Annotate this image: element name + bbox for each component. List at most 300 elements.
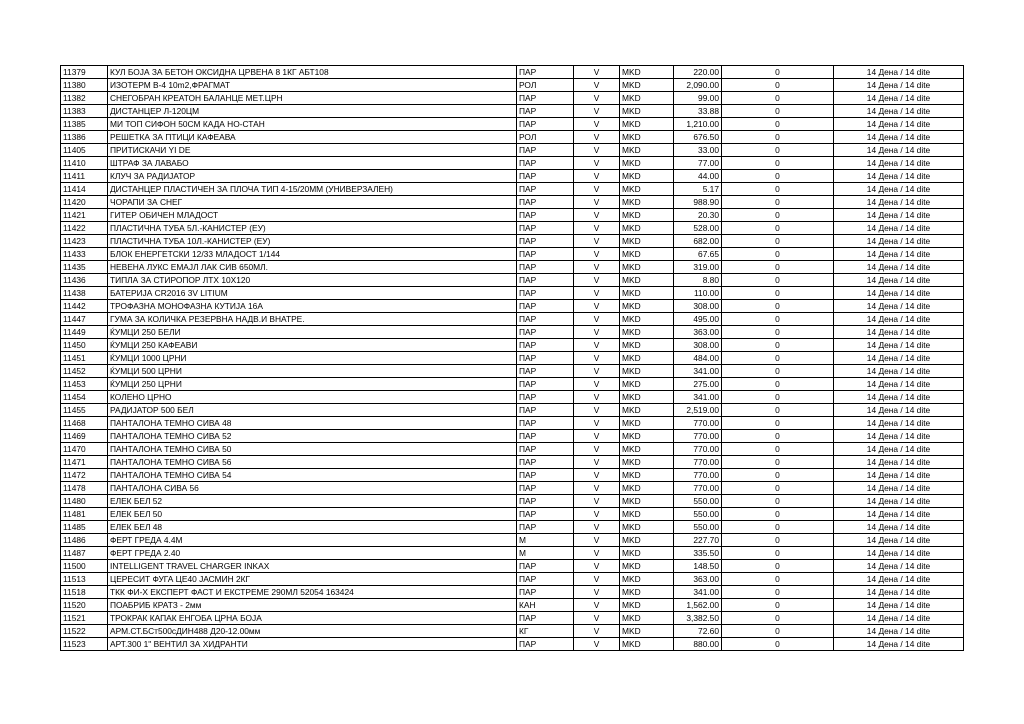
- item-code-cell: 11380: [61, 79, 108, 92]
- table-row: [61, 599, 964, 612]
- quantity-cell: 0: [722, 443, 834, 456]
- item-name-cell: РЕШЕТКА ЗА ПТИЦИ КАФЕАВА: [108, 131, 517, 144]
- quantity-cell: 0: [722, 547, 834, 560]
- price-cell: 770.00: [674, 443, 722, 456]
- table-row: [61, 222, 964, 235]
- unit-cell: ПАР: [517, 404, 574, 417]
- quantity-cell: 0: [722, 209, 834, 222]
- price-cell: 770.00: [674, 430, 722, 443]
- item-code-cell: 11382: [61, 92, 108, 105]
- table-row: [61, 352, 964, 365]
- quantity-cell: 0: [722, 404, 834, 417]
- price-cell: 99.00: [674, 92, 722, 105]
- v-flag-cell: V: [574, 105, 620, 118]
- delivery-term-cell: 14 Дена / 14 dite: [834, 521, 964, 534]
- quantity-cell: 0: [722, 157, 834, 170]
- unit-cell: ПАР: [517, 66, 574, 79]
- unit-cell: КАН: [517, 599, 574, 612]
- currency-cell: MKD: [620, 287, 674, 300]
- delivery-term-cell: 14 Дена / 14 dite: [834, 274, 964, 287]
- item-code-cell: 11480: [61, 495, 108, 508]
- unit-cell: ПАР: [517, 482, 574, 495]
- item-code-cell: 11379: [61, 66, 108, 79]
- price-table: [60, 65, 964, 651]
- v-flag-cell: V: [574, 404, 620, 417]
- v-flag-cell: V: [574, 248, 620, 261]
- currency-cell: MKD: [620, 248, 674, 261]
- price-cell: 550.00: [674, 508, 722, 521]
- currency-cell: MKD: [620, 508, 674, 521]
- delivery-term-cell: 14 Дена / 14 dite: [834, 612, 964, 625]
- currency-cell: MKD: [620, 391, 674, 404]
- item-name-cell: ПАНТАЛОНА ТЕМНО СИВА 56: [108, 456, 517, 469]
- item-code-cell: 11500: [61, 560, 108, 573]
- item-code-cell: 11454: [61, 391, 108, 404]
- quantity-cell: 0: [722, 79, 834, 92]
- item-name-cell: ТИПЛА ЗА СТИРОПОР ЛТХ 10Х120: [108, 274, 517, 287]
- quantity-cell: 0: [722, 391, 834, 404]
- quantity-cell: 0: [722, 274, 834, 287]
- unit-cell: ПАР: [517, 586, 574, 599]
- item-name-cell: ФЕРТ ГРЕДА 2.40: [108, 547, 517, 560]
- price-cell: 341.00: [674, 391, 722, 404]
- currency-cell: MKD: [620, 79, 674, 92]
- item-code-cell: 11471: [61, 456, 108, 469]
- unit-cell: ПАР: [517, 365, 574, 378]
- item-name-cell: ПАНТАЛОНА ТЕМНО СИВА 52: [108, 430, 517, 443]
- table-row: [61, 508, 964, 521]
- quantity-cell: 0: [722, 352, 834, 365]
- currency-cell: MKD: [620, 209, 674, 222]
- table-row: [61, 300, 964, 313]
- item-name-cell: ЌУМЦИ 250 БЕЛИ: [108, 326, 517, 339]
- delivery-term-cell: 14 Дена / 14 dite: [834, 170, 964, 183]
- table-row: [61, 326, 964, 339]
- item-code-cell: 11455: [61, 404, 108, 417]
- item-name-cell: АРТ.300 1" ВЕНТИЛ ЗА ХИДРАНТИ: [108, 638, 517, 651]
- unit-cell: ПАР: [517, 430, 574, 443]
- quantity-cell: 0: [722, 339, 834, 352]
- v-flag-cell: V: [574, 66, 620, 79]
- unit-cell: КГ: [517, 625, 574, 638]
- item-code-cell: 11451: [61, 352, 108, 365]
- table-row: [61, 365, 964, 378]
- delivery-term-cell: 14 Дена / 14 dite: [834, 222, 964, 235]
- item-name-cell: КОЛЕНО ЦРНО: [108, 391, 517, 404]
- item-name-cell: ГУМА ЗА КОЛИЧКА РЕЗЕРВНА НАДВ.И ВНАТРЕ.: [108, 313, 517, 326]
- delivery-term-cell: 14 Дена / 14 dite: [834, 547, 964, 560]
- v-flag-cell: V: [574, 170, 620, 183]
- delivery-term-cell: 14 Дена / 14 dite: [834, 183, 964, 196]
- item-name-cell: ШТРАФ ЗА ЛАВАБО: [108, 157, 517, 170]
- delivery-term-cell: 14 Дена / 14 dite: [834, 326, 964, 339]
- price-cell: 550.00: [674, 521, 722, 534]
- currency-cell: MKD: [620, 66, 674, 79]
- delivery-term-cell: 14 Дена / 14 dite: [834, 417, 964, 430]
- item-name-cell: ПАНТАЛОНА ТЕМНО СИВА 48: [108, 417, 517, 430]
- unit-cell: ПАР: [517, 313, 574, 326]
- price-cell: 67.65: [674, 248, 722, 261]
- price-cell: 3,382.50: [674, 612, 722, 625]
- item-code-cell: 11449: [61, 326, 108, 339]
- currency-cell: MKD: [620, 547, 674, 560]
- quantity-cell: 0: [722, 586, 834, 599]
- table-row: [61, 638, 964, 651]
- v-flag-cell: V: [574, 443, 620, 456]
- v-flag-cell: V: [574, 638, 620, 651]
- delivery-term-cell: 14 Дена / 14 dite: [834, 196, 964, 209]
- v-flag-cell: V: [574, 157, 620, 170]
- v-flag-cell: V: [574, 547, 620, 560]
- v-flag-cell: V: [574, 352, 620, 365]
- item-name-cell: БЛОК ЕНЕРГЕТСКИ 12/33 МЛАДОСТ 1/144: [108, 248, 517, 261]
- price-cell: 770.00: [674, 482, 722, 495]
- currency-cell: MKD: [620, 469, 674, 482]
- unit-cell: ПАР: [517, 248, 574, 261]
- delivery-term-cell: 14 Дена / 14 dite: [834, 469, 964, 482]
- item-code-cell: 11453: [61, 378, 108, 391]
- currency-cell: MKD: [620, 313, 674, 326]
- item-code-cell: 11521: [61, 612, 108, 625]
- item-name-cell: ПЛАСТИЧНА ТУБА 5Л.-КАНИСТЕР (ЕУ): [108, 222, 517, 235]
- item-code-cell: 11478: [61, 482, 108, 495]
- quantity-cell: 0: [722, 118, 834, 131]
- v-flag-cell: V: [574, 482, 620, 495]
- price-cell: 676.50: [674, 131, 722, 144]
- currency-cell: MKD: [620, 430, 674, 443]
- item-name-cell: ПРИТИСКАЧИ YI DE: [108, 144, 517, 157]
- v-flag-cell: V: [574, 300, 620, 313]
- currency-cell: MKD: [620, 183, 674, 196]
- currency-cell: MKD: [620, 274, 674, 287]
- delivery-term-cell: 14 Дена / 14 dite: [834, 261, 964, 274]
- quantity-cell: 0: [722, 508, 834, 521]
- quantity-cell: 0: [722, 560, 834, 573]
- delivery-term-cell: 14 Дена / 14 dite: [834, 495, 964, 508]
- v-flag-cell: V: [574, 339, 620, 352]
- currency-cell: MKD: [620, 92, 674, 105]
- unit-cell: ПАР: [517, 118, 574, 131]
- price-cell: 44.00: [674, 170, 722, 183]
- v-flag-cell: V: [574, 495, 620, 508]
- table-row: [61, 495, 964, 508]
- item-code-cell: 11520: [61, 599, 108, 612]
- item-code-cell: 11414: [61, 183, 108, 196]
- unit-cell: РОЛ: [517, 131, 574, 144]
- quantity-cell: 0: [722, 430, 834, 443]
- delivery-term-cell: 14 Дена / 14 dite: [834, 404, 964, 417]
- currency-cell: MKD: [620, 235, 674, 248]
- table-row: [61, 105, 964, 118]
- quantity-cell: 0: [722, 248, 834, 261]
- currency-cell: MKD: [620, 482, 674, 495]
- item-code-cell: 11442: [61, 300, 108, 313]
- item-name-cell: КЛУЧ ЗА РАДИЈАТОР: [108, 170, 517, 183]
- currency-cell: MKD: [620, 625, 674, 638]
- item-name-cell: ФЕРТ ГРЕДА 4.4М: [108, 534, 517, 547]
- item-code-cell: 11421: [61, 209, 108, 222]
- price-cell: 550.00: [674, 495, 722, 508]
- currency-cell: MKD: [620, 157, 674, 170]
- delivery-term-cell: 14 Дена / 14 dite: [834, 157, 964, 170]
- currency-cell: MKD: [620, 638, 674, 651]
- price-cell: 363.00: [674, 326, 722, 339]
- unit-cell: ПАР: [517, 157, 574, 170]
- table-row: [61, 547, 964, 560]
- currency-cell: MKD: [620, 417, 674, 430]
- item-name-cell: ТКК ФИ-Х ЕКСПЕРТ ФАСТ И ЕКСТРЕМЕ 290МЛ 52054 163424: [108, 586, 517, 599]
- unit-cell: ПАР: [517, 274, 574, 287]
- v-flag-cell: V: [574, 313, 620, 326]
- item-name-cell: ЕЛЕК БЕЛ 50: [108, 508, 517, 521]
- price-cell: 495.00: [674, 313, 722, 326]
- delivery-term-cell: 14 Дена / 14 dite: [834, 573, 964, 586]
- item-name-cell: РАДИЈАТОР 500 БЕЛ: [108, 404, 517, 417]
- unit-cell: ПАР: [517, 612, 574, 625]
- currency-cell: MKD: [620, 326, 674, 339]
- quantity-cell: 0: [722, 365, 834, 378]
- price-cell: 770.00: [674, 469, 722, 482]
- table-row: [61, 196, 964, 209]
- item-code-cell: 11487: [61, 547, 108, 560]
- item-name-cell: ПАНТАЛОНА СИВА 56: [108, 482, 517, 495]
- table-row: [61, 183, 964, 196]
- quantity-cell: 0: [722, 261, 834, 274]
- price-cell: 110.00: [674, 287, 722, 300]
- delivery-term-cell: 14 Дена / 14 dite: [834, 144, 964, 157]
- unit-cell: ПАР: [517, 92, 574, 105]
- unit-cell: ПАР: [517, 105, 574, 118]
- unit-cell: ПАР: [517, 352, 574, 365]
- item-name-cell: ЌУМЦИ 1000 ЦРНИ: [108, 352, 517, 365]
- table-row: [61, 144, 964, 157]
- unit-cell: РОЛ: [517, 79, 574, 92]
- delivery-term-cell: 14 Дена / 14 dite: [834, 352, 964, 365]
- price-cell: 275.00: [674, 378, 722, 391]
- table-row: [61, 170, 964, 183]
- delivery-term-cell: 14 Дена / 14 dite: [834, 92, 964, 105]
- price-cell: 2,519.00: [674, 404, 722, 417]
- v-flag-cell: V: [574, 326, 620, 339]
- item-name-cell: ПАНТАЛОНА ТЕМНО СИВА 54: [108, 469, 517, 482]
- item-name-cell: ЧОРАПИ ЗА СНЕГ: [108, 196, 517, 209]
- item-code-cell: 11405: [61, 144, 108, 157]
- v-flag-cell: V: [574, 391, 620, 404]
- quantity-cell: 0: [722, 300, 834, 313]
- quantity-cell: 0: [722, 573, 834, 586]
- item-name-cell: ЕЛЕК БЕЛ 52: [108, 495, 517, 508]
- currency-cell: MKD: [620, 118, 674, 131]
- currency-cell: MKD: [620, 495, 674, 508]
- item-name-cell: ЦЕРЕСИТ ФУГА ЦЕ40 ЈАСМИН 2КГ: [108, 573, 517, 586]
- item-code-cell: 11411: [61, 170, 108, 183]
- quantity-cell: 0: [722, 482, 834, 495]
- delivery-term-cell: 14 Дена / 14 dite: [834, 235, 964, 248]
- price-cell: 308.00: [674, 300, 722, 313]
- v-flag-cell: V: [574, 131, 620, 144]
- currency-cell: MKD: [620, 300, 674, 313]
- item-code-cell: 11383: [61, 105, 108, 118]
- delivery-term-cell: 14 Дена / 14 dite: [834, 586, 964, 599]
- quantity-cell: 0: [722, 612, 834, 625]
- price-cell: 8.80: [674, 274, 722, 287]
- price-cell: 988.90: [674, 196, 722, 209]
- item-code-cell: 11452: [61, 365, 108, 378]
- quantity-cell: 0: [722, 469, 834, 482]
- quantity-cell: 0: [722, 105, 834, 118]
- item-name-cell: ПЛАСТИЧНА ТУБА 10Л.-КАНИСТЕР (ЕУ): [108, 235, 517, 248]
- table-row: [61, 560, 964, 573]
- price-cell: 5.17: [674, 183, 722, 196]
- item-name-cell: БАТЕРИЈА CR2016 3V LITIUM: [108, 287, 517, 300]
- item-name-cell: КУЛ БОЈА ЗА БЕТОН ОКСИДНА ЦРВЕНА 8 1КГ АБТ108: [108, 66, 517, 79]
- delivery-term-cell: 14 Дена / 14 dite: [834, 625, 964, 638]
- price-cell: 77.00: [674, 157, 722, 170]
- delivery-term-cell: 14 Дена / 14 dite: [834, 79, 964, 92]
- table-row: [61, 443, 964, 456]
- unit-cell: ПАР: [517, 456, 574, 469]
- table-row: [61, 248, 964, 261]
- unit-cell: ПАР: [517, 378, 574, 391]
- quantity-cell: 0: [722, 170, 834, 183]
- unit-cell: ПАР: [517, 495, 574, 508]
- unit-cell: ПАР: [517, 235, 574, 248]
- table-row: [61, 378, 964, 391]
- v-flag-cell: V: [574, 144, 620, 157]
- quantity-cell: 0: [722, 521, 834, 534]
- table-row: [61, 573, 964, 586]
- delivery-term-cell: 14 Дена / 14 dite: [834, 300, 964, 313]
- v-flag-cell: V: [574, 222, 620, 235]
- quantity-cell: 0: [722, 92, 834, 105]
- currency-cell: MKD: [620, 261, 674, 274]
- delivery-term-cell: 14 Дена / 14 dite: [834, 209, 964, 222]
- v-flag-cell: V: [574, 274, 620, 287]
- currency-cell: MKD: [620, 196, 674, 209]
- delivery-term-cell: 14 Дена / 14 dite: [834, 313, 964, 326]
- unit-cell: ПАР: [517, 300, 574, 313]
- item-code-cell: 11386: [61, 131, 108, 144]
- quantity-cell: 0: [722, 196, 834, 209]
- item-code-cell: 11410: [61, 157, 108, 170]
- currency-cell: MKD: [620, 560, 674, 573]
- price-cell: 220.00: [674, 66, 722, 79]
- table-row: [61, 612, 964, 625]
- unit-cell: ПАР: [517, 508, 574, 521]
- currency-cell: MKD: [620, 599, 674, 612]
- item-name-cell: ЕЛЕК БЕЛ 48: [108, 521, 517, 534]
- unit-cell: ПАР: [517, 521, 574, 534]
- v-flag-cell: V: [574, 456, 620, 469]
- delivery-term-cell: 14 Дена / 14 dite: [834, 456, 964, 469]
- item-code-cell: 11422: [61, 222, 108, 235]
- unit-cell: ПАР: [517, 417, 574, 430]
- table-row: [61, 79, 964, 92]
- delivery-term-cell: 14 Дена / 14 dite: [834, 599, 964, 612]
- item-code-cell: 11513: [61, 573, 108, 586]
- item-name-cell: ЌУМЦИ 250 ЦРНИ: [108, 378, 517, 391]
- table-row: [61, 118, 964, 131]
- v-flag-cell: V: [574, 508, 620, 521]
- currency-cell: MKD: [620, 404, 674, 417]
- price-cell: 2,090.00: [674, 79, 722, 92]
- delivery-term-cell: 14 Дена / 14 dite: [834, 534, 964, 547]
- delivery-term-cell: 14 Дена / 14 dite: [834, 287, 964, 300]
- table-row: [61, 404, 964, 417]
- v-flag-cell: V: [574, 612, 620, 625]
- price-cell: 72.60: [674, 625, 722, 638]
- item-code-cell: 11447: [61, 313, 108, 326]
- table-row: [61, 456, 964, 469]
- unit-cell: ПАР: [517, 391, 574, 404]
- price-cell: 33.00: [674, 144, 722, 157]
- v-flag-cell: V: [574, 235, 620, 248]
- item-name-cell: ЌУМЦИ 250 КАФЕАВИ: [108, 339, 517, 352]
- item-code-cell: 11433: [61, 248, 108, 261]
- unit-cell: М: [517, 534, 574, 547]
- unit-cell: ПАР: [517, 144, 574, 157]
- table-row: [61, 469, 964, 482]
- v-flag-cell: V: [574, 79, 620, 92]
- quantity-cell: 0: [722, 222, 834, 235]
- unit-cell: ПАР: [517, 339, 574, 352]
- quantity-cell: 0: [722, 235, 834, 248]
- item-name-cell: ДИСТАНЦЕР Л-120ЦМ: [108, 105, 517, 118]
- item-code-cell: 11423: [61, 235, 108, 248]
- quantity-cell: 0: [722, 599, 834, 612]
- v-flag-cell: V: [574, 625, 620, 638]
- price-cell: 341.00: [674, 586, 722, 599]
- quantity-cell: 0: [722, 456, 834, 469]
- v-flag-cell: V: [574, 469, 620, 482]
- quantity-cell: 0: [722, 638, 834, 651]
- currency-cell: MKD: [620, 573, 674, 586]
- item-name-cell: АРМ.СТ.БСт500сДИН488 Д20-12.00мм: [108, 625, 517, 638]
- unit-cell: ПАР: [517, 443, 574, 456]
- quantity-cell: 0: [722, 326, 834, 339]
- delivery-term-cell: 14 Дена / 14 dite: [834, 248, 964, 261]
- quantity-cell: 0: [722, 287, 834, 300]
- v-flag-cell: V: [574, 521, 620, 534]
- price-cell: 319.00: [674, 261, 722, 274]
- quantity-cell: 0: [722, 417, 834, 430]
- table-row: [61, 261, 964, 274]
- quantity-cell: 0: [722, 183, 834, 196]
- item-name-cell: ПАНТАЛОНА ТЕМНО СИВА 50: [108, 443, 517, 456]
- table-row: [61, 339, 964, 352]
- item-code-cell: 11438: [61, 287, 108, 300]
- item-code-cell: 11435: [61, 261, 108, 274]
- quantity-cell: 0: [722, 144, 834, 157]
- table-row: [61, 430, 964, 443]
- table-row: [61, 391, 964, 404]
- price-cell: 227.70: [674, 534, 722, 547]
- item-code-cell: 11522: [61, 625, 108, 638]
- currency-cell: MKD: [620, 352, 674, 365]
- v-flag-cell: V: [574, 599, 620, 612]
- item-code-cell: 11436: [61, 274, 108, 287]
- unit-cell: ПАР: [517, 209, 574, 222]
- item-code-cell: 11518: [61, 586, 108, 599]
- unit-cell: М: [517, 547, 574, 560]
- price-cell: 682.00: [674, 235, 722, 248]
- delivery-term-cell: 14 Дена / 14 dite: [834, 508, 964, 521]
- delivery-term-cell: 14 Дена / 14 dite: [834, 131, 964, 144]
- delivery-term-cell: 14 Дена / 14 dite: [834, 339, 964, 352]
- item-name-cell: INTELLIGENT TRAVEL CHARGER INKAX: [108, 560, 517, 573]
- delivery-term-cell: 14 Дена / 14 dite: [834, 118, 964, 131]
- table-row: [61, 521, 964, 534]
